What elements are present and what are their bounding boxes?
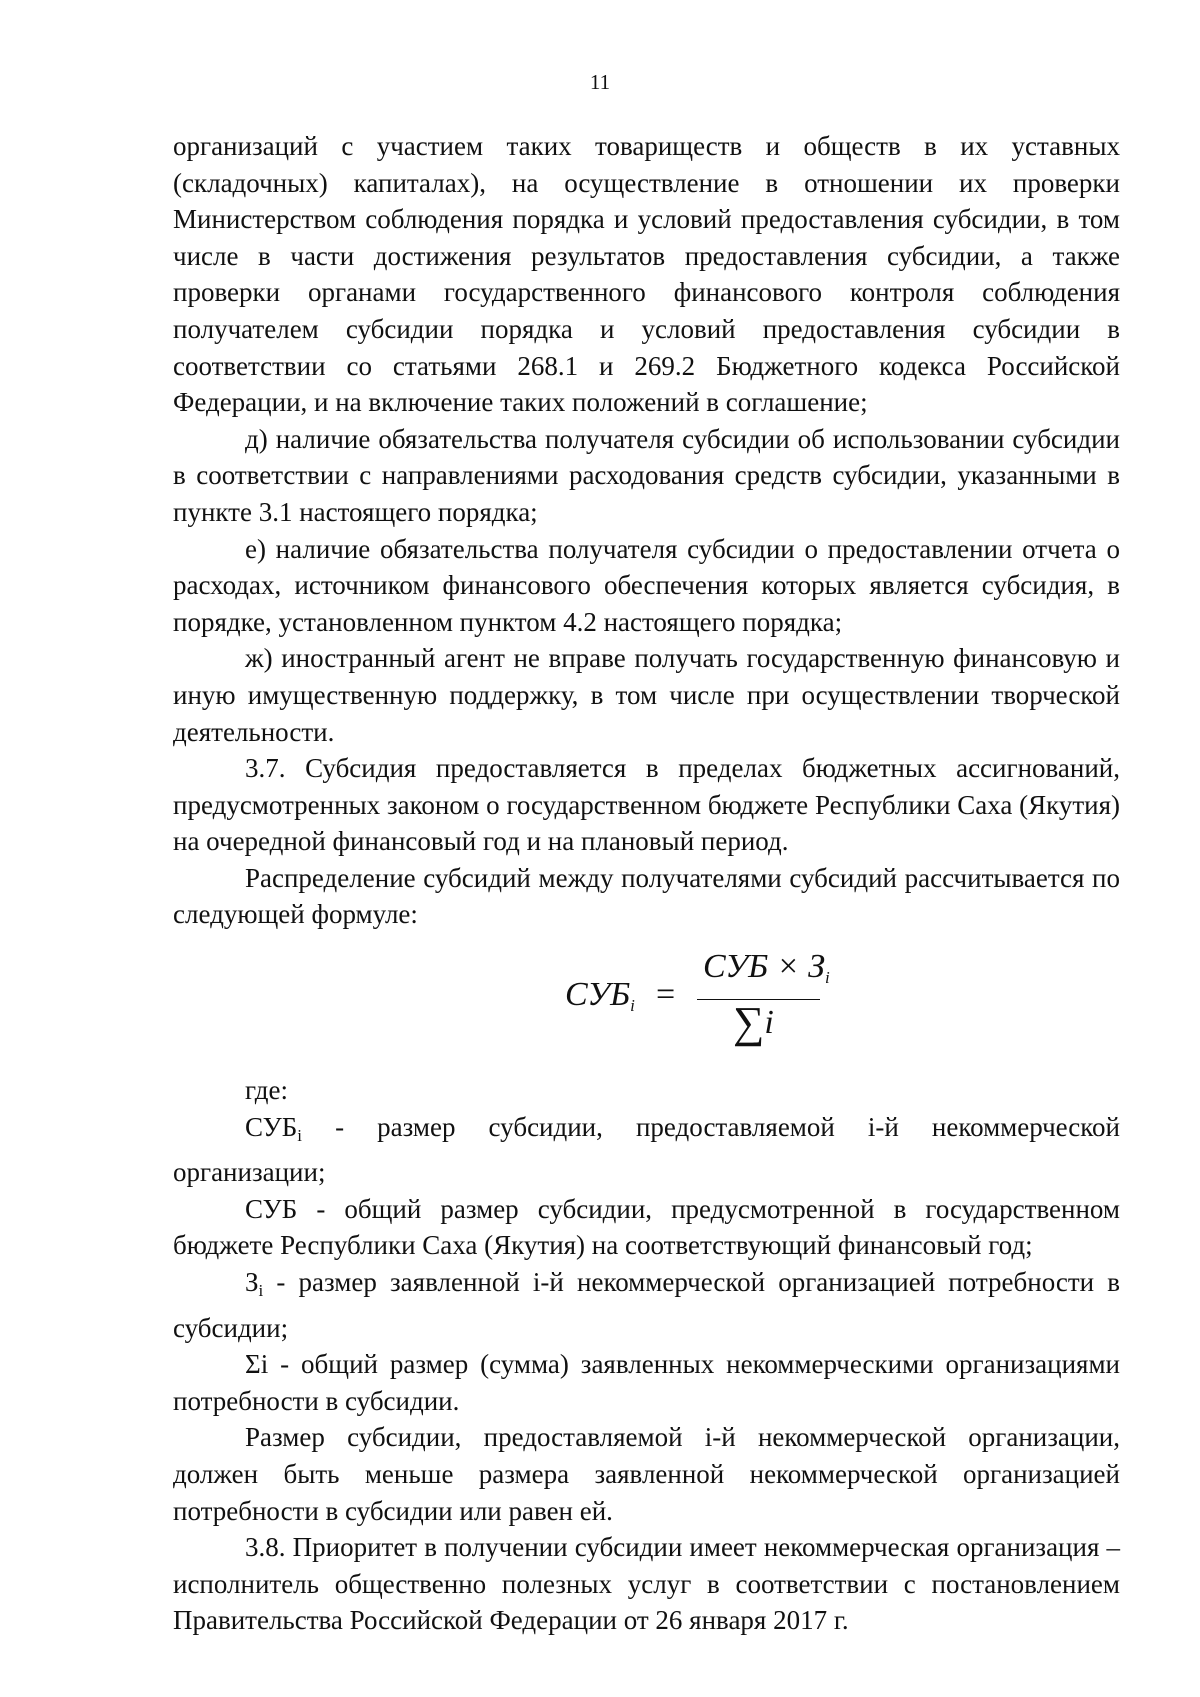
paragraph-distribution-intro: Распределение субсидий между получателями субсидий рассчитывается по следующей формуле: <box>173 862 1120 930</box>
paragraph-continuation: организаций с участием таких товариществ и обществ в их уставных (складочных) капиталах), на осуществление в отношении их проверки Министерством соблюдения порядка и условий предоставления субсидии, в том числе в части достижения результатов предоставления субсидии, а также проверки органами государственного финансового контроля соблюдения получателем субсидии порядка и условий предоставления субсидии в соответствии со статьями 268.1 и 269.2 Бюджетного кодекса Российской Федерации, и на включение таких положений в соглашение; <box>173 131 1120 418</box>
definition-sub-i: СУБi - размер субсидии, предоставляемой i-й некоммерческой организации; <box>173 1111 1120 1188</box>
document-body <box>173 128 1120 1639</box>
paragraph-item-e: е) наличие обязательства получателя субсидии о предоставлении отчета о расходах, источником финансового обеспечения которых является субсидия, в порядке, установленном пунктом 4.2 настоящего порядка; <box>173 533 1120 637</box>
formula-lhs: $СУБ_i$ <box>565 976 635 1016</box>
definition-sub-total: СУБ - общий размер субсидии, предусмотренной в государственном бюджете Республики Саха (Якутия) на соответствующий финансовый год; <box>173 1193 1120 1261</box>
paragraph-item-d: д) наличие обязательства получателя субсидии об использовании субсидии в соответствии с направлениями расходования средств субсидии, указанными в пункте 3.1 настоящего порядка; <box>173 423 1120 527</box>
definition-z-i: Зi - размер заявленной i-й некоммерческой организацией потребности в субсидии; <box>173 1267 1120 1343</box>
definition-sigma-i: Σi - общий размер (сумма) заявленных некоммерческими организациями потребности в субсидии. <box>173 1349 1120 1416</box>
formula-numerator: СУБ × $З_i$ <box>703 948 830 988</box>
paragraph-clause-3-8: 3.8. Приоритет в получении субсидии имеет некоммерческая организация – исполнитель общественно полезных услуг в соответствии с постановлением Правительства Российской Федерации от 26 января 2017 г. <box>173 1532 1120 1636</box>
where-label: где: <box>245 1075 288 1106</box>
page-number: 11 <box>589 70 611 94</box>
paragraph-item-zh: ж) иностранный агент не вправе получать государственную финансовую и иную имущественную поддержку, в том числе при осуществлении творческой деятельности. <box>173 643 1120 747</box>
subsidy-formula <box>173 933 1120 1072</box>
formula-equals: = <box>656 976 676 1014</box>
sigma-icon: ∑ <box>733 998 765 1048</box>
paragraph-subsidy-limit: Размер субсидии, предоставляемой i-й некоммерческой организации, должен быть меньше размера заявленной некоммерческой организацией потребности в субсидии или равен ей. <box>173 1422 1120 1526</box>
formula-denominator: ∑i <box>733 998 774 1048</box>
paragraph-clause-3-7: 3.7. Субсидия предоставляется в пределах бюджетных ассигнований, предусмотренных законом о государственном бюджете Республики Саха (Якутия) на очередной финансовый год и на плановый период. <box>173 753 1120 857</box>
